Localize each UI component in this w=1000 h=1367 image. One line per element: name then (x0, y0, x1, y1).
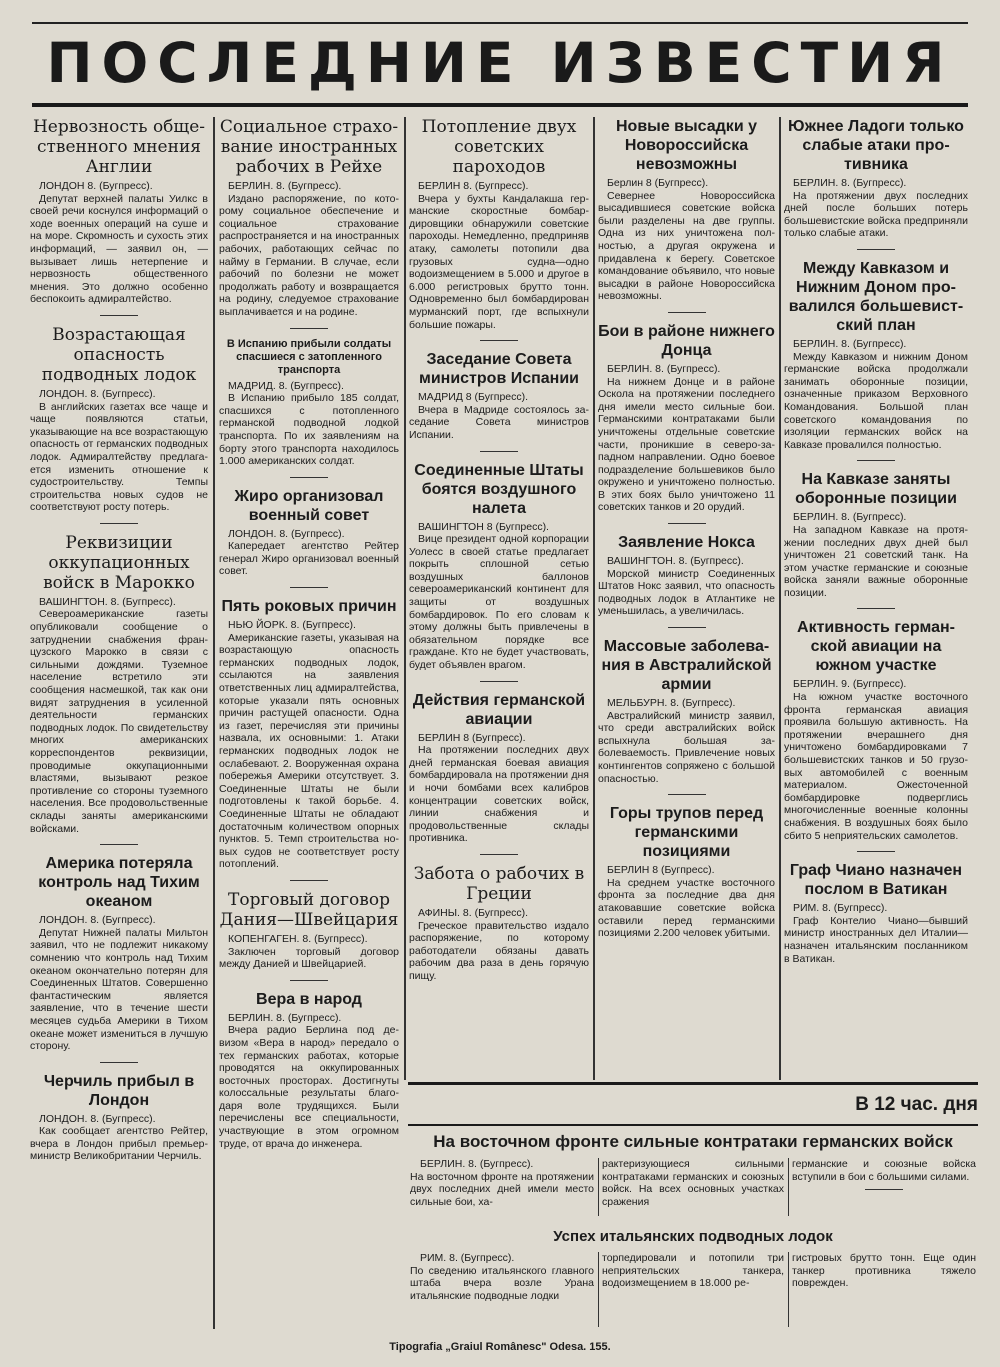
article-headline: Возрастающая опасность подводных лодок (41, 324, 197, 385)
column-divider (593, 117, 595, 1080)
article-headline: В Испанию прибыли солдаты спасшиеся с затопленного транспорта (226, 337, 392, 376)
eastern-front-text-2: рактеризующиеся сильными контратаками германских и союзных войск. На всех основных участках сражения (602, 1158, 784, 1208)
separator (480, 340, 518, 341)
article-headline: Активность германской авиации на южном участке (797, 619, 955, 675)
article-dateline: БЕРЛИН. 8. (Бугпресс). (607, 362, 721, 375)
article-dateline: ВАШИНГТОН. 8. (Бугпресс). (39, 595, 176, 608)
article-body: Граф Контелио Чиано—бывший министр иностранных дел Италии—назначен итальянским посланником в Ватикан. (784, 914, 968, 965)
article (409, 350, 589, 441)
separator (480, 854, 518, 855)
separator (480, 451, 518, 452)
article-body: На нижнем Донце и в районе Оскола на протяжении последнего дня имели место сильные бои. Германскими контратаками были уничтожены отдельные советские части, проникшие в северо-западном направлении. Одно боевое подразделение большевиков было окружено и уничтожено полностью. В этих боях было уничтожено 11 советских танков и 20 орудий. (598, 375, 775, 514)
article-body: Вчера в Мадриде состоялось заседание Совета министров Испании. (409, 403, 589, 441)
column-divider (788, 1158, 789, 1216)
article-body: Греческое правительство издало распоряжение, по которому работодатели обязаны давать рабочим два раза в день горячую пищу. (409, 919, 589, 982)
article-dateline: ЛОНДОН. 8. (Бугпресс). (39, 1112, 156, 1125)
article-dateline: БЕРЛИН. 9. (Бугпресс). (793, 678, 907, 691)
article (409, 691, 589, 845)
column-5 (784, 117, 968, 1080)
italian-submarines-dateline: РИМ. 8. (Бугпресс). (420, 1252, 515, 1264)
article-dateline: НЬЮ ЙОРК. 8. (Бугпресс). (228, 619, 356, 632)
article-body: Издано распоряжение, по которому социальное обеспечение и социальное страхование распространяется и на иностранных рабочих, работающих сейчас по найму в Германии. В случае, если рабочий по болезни не может продолжать работу и возвращается на родину, следуемое страхование выплачивается и на родине. (219, 192, 399, 318)
column-divider (598, 1252, 599, 1327)
article (598, 533, 775, 618)
article-dateline: КОПЕНГАГЕН. 8. (Бугпресс). (228, 932, 368, 945)
eastern-front-text-3: германские и союзные войска вступили в бои с большими силами. (792, 1158, 976, 1183)
article (409, 117, 589, 331)
article-body: На среднем участке восточного фронта за последние два дня атаковавшие советские войска оставили перед германскими позициями 2.200 человек убитыми. (598, 876, 775, 940)
column-divider (213, 117, 215, 1329)
separator (668, 627, 706, 628)
italian-submarines-part-3 (792, 1252, 976, 1332)
article-headline: Южнее Ладоги только слабые атаки противника (788, 118, 964, 173)
article (219, 990, 399, 1151)
column-divider (779, 117, 781, 1080)
column-divider (598, 1158, 599, 1216)
article (219, 487, 399, 578)
separator (857, 249, 895, 250)
masthead-rule (32, 103, 968, 107)
article-headline: Торговый договор Дания—Швейцария (219, 889, 399, 930)
separator (857, 460, 895, 461)
top-rule (32, 22, 968, 24)
column-2 (219, 117, 399, 1332)
separator (290, 587, 328, 588)
article (598, 637, 775, 785)
article (219, 338, 399, 468)
column-divider (788, 1252, 789, 1327)
article-headline: Забота о рабочих в Греции (413, 863, 585, 904)
masthead-title: ПОСЛЕДНИЕ ИЗВЕСТИЯ (46, 31, 954, 95)
column-divider (404, 117, 406, 1080)
article-headline: Заседание Совета министров Испании (418, 351, 580, 388)
article-body: На южном участке восточного фронта германская авиация проявила большую активность. На протяжении вчерашнего дня уничтожено бомбардировками 7 большевистских танков и 50 грузовых автомобилей с военным материалом. Ожесточенной бомбардировке подверглись многочисленные военные колонны снабжения. В воздушных боях было сбито 5 неприятельских самолетов. (784, 691, 968, 842)
article-headline: На Кавказе заняты оборонные позиции (795, 471, 957, 508)
italian-submarines-headline: Успех итальянских подводных лодок (553, 1228, 833, 1245)
article-headline: Черчиль прибыл в Лондон (43, 1072, 195, 1109)
article (784, 618, 968, 842)
separator (290, 477, 328, 478)
article-headline: Пять роковых причин (221, 598, 397, 616)
separator (100, 1062, 138, 1063)
article-body: На западном Кавказе на протяжении последних двух дней был уничтожен 21 советский танк. На этом участке германские и союзные войска заняли важные оборонные позиции. (784, 523, 968, 599)
article-dateline: БЕРЛИН. 8. (Бугпресс). (793, 177, 907, 189)
article-dateline: Берлин 8 (Бугпресс). (607, 177, 709, 189)
article-body: Между Кавказом и нижним Доном германские войска продолжали занимать оборонные позиции, означенные приказом Верховного Командования. Большой план советского командования по изоляции германских войск на Кавказе провалился полностью. (784, 350, 968, 451)
article-dateline: БЕРЛИН 8. (Бугпресс). (418, 180, 529, 192)
column-1 (30, 117, 208, 1332)
article-headline: Социальное страхование иностранных рабочих в Рейхе (219, 117, 399, 177)
italian-submarines-part-1 (410, 1252, 594, 1332)
column-4 (598, 117, 775, 1080)
lower-section (408, 1082, 978, 1337)
italian-submarines-part-2 (602, 1252, 784, 1332)
article-dateline: БЕРЛИН 8 (Бугпресс). (418, 731, 526, 744)
article (30, 325, 208, 514)
article-headline: Жиро организовал военный совет (234, 487, 384, 524)
article (219, 890, 399, 971)
eastern-front-part-2 (602, 1158, 784, 1218)
article (784, 861, 968, 965)
separator (100, 844, 138, 845)
article-body: На протяжении двух последних дней после больших потерь большевистские войска предприняли только слабые атаки. (784, 189, 968, 240)
eastern-front-headline: На восточном фронте сильные контратаки германских войск (433, 1132, 953, 1151)
article-body: Севернее Новороссийска высадившиеся советские войска были разделены на две группы. Одна из них уничтожена полностью, а другая окружена и придавлена к берегу. Советское командование объявило, что новые высадки в районе Новороссийска невозможны. (598, 189, 775, 303)
article-headline: Действия германской авиации (412, 691, 586, 728)
article-headline: Реквизиции оккупационных войск в Марокко (43, 532, 195, 593)
article (219, 117, 399, 319)
noon-edition-label: В 12 час. дня (855, 1094, 978, 1115)
article-dateline: БЕРЛИН. 8. (Бугпресс). (793, 337, 907, 350)
article-body: Американские газеты, указывая на возрастающую опасность германских подводных лодок, ссылаются на заявления ответственных лиц адмиралтейства, которые указали пять основных причин растущей опасности. Одна из газет, перечисляя эти причины назвала, их основными: 1. Атаки германских подводных лодок не ослабевают. 2. Вооруженная охрана побережья Америки отсутствует. 3. Соединенные Штаты не были подготовлены к такой борьбе. 4. Соединенные Штаты не обладают достаточным количеством опорных пунктов. 5. Темп строительства новых судов не соответствует росту потоплений. (219, 631, 399, 871)
article-headline: Нервозность общественного мнения Англии (32, 117, 206, 177)
article-body: Депутат Нижней палаты Мильтон заявил, что не подлежит никакому сомнению что контроль над Тихим океаном окончательно потерян для Соединенных Штатов. Совершенно фантастическим является заявление, что в течение шести месяцев судьба Америки в Тихом океане может измениться в лучшую сторону. (30, 926, 208, 1053)
eastern-front-part-1 (410, 1158, 594, 1218)
printer-imprint: Tipografia „Graiul Românesc" Odesa. 155. (389, 1341, 611, 1353)
article-headline: Вера в народ (256, 990, 362, 1008)
article-body: Депутат верхней палаты Уилкс в своей речи коснулся информаций о ходе военных операций на суше и на море. Скромность и сухость этих информаций, — заявил он, — вызывает лишь нетерпение и нервозность общественного мнения. Это должно особенно беспокоить адмиралтейство. (30, 192, 208, 306)
article (409, 461, 589, 672)
article-body: Вчера радио Берлина под девизом «Вера в народ» передало о тех германских работах, которые проводятся на оккупированных восточных просторах. Достигнуты колоссальные результаты благодаря воле трудящихся. Были перечислены все специальности, участвующие в этом огромном труде, от врача до инженера. (219, 1024, 399, 1150)
article-headline: Америка потеряла контроль над Тихим океаном (38, 855, 200, 911)
article (409, 864, 589, 983)
article-body: Капередает агентство Рейтер генерал Жиро организовал военный совет. (219, 540, 399, 578)
article (30, 533, 208, 835)
article (784, 117, 968, 240)
article-dateline: ЛОНДОН. 8. (Бугпресс). (39, 914, 156, 927)
separator (857, 608, 895, 609)
article-dateline: БЕРЛИН 8 (Бугпресс). (607, 864, 715, 877)
article (784, 470, 968, 599)
separator (290, 328, 328, 329)
italian-submarines-text-1: По сведению итальянского главного штаба вчера возле Урана итальянские подводные лодки (410, 1264, 594, 1302)
article-dateline: ВАШИНГТОН 8 (Бугпресс). (418, 520, 549, 533)
separator (100, 523, 138, 524)
lower-top-rule (408, 1082, 978, 1085)
italian-submarines-text-3: гистровых брутто тонн. Еще один танкер противника тяжело поврежден. (792, 1252, 976, 1290)
column-3 (409, 117, 589, 1080)
article-body: Морской министр Соединенных Штатов Нокс заявил, что опасность подводных лодок в Атлантике не уменьшилась, а увеличилась. (598, 567, 775, 618)
article (30, 854, 208, 1053)
separator (857, 851, 895, 852)
article-dateline: МЕЛЬБУРН. 8. (Бугпресс). (607, 697, 736, 710)
article-dateline: МАДРИД 8 (Бугпресс). (418, 391, 529, 404)
noon-rule (408, 1124, 978, 1126)
separator (865, 1189, 903, 1190)
article-headline: Граф Чиано назначен послом в Ватикан (789, 862, 963, 899)
article (219, 597, 399, 871)
article-body: Североамериканские газеты опубликовали сообщение о затруднении снабжения французского Марокко в связи с сильными дождями. Туземное население встретило эти сообщения насмешкой, так как они видят затруднения в усиленной деятельности германских подводных лодок. По свидетельству многих американских корреспондентов реквизиции, проводимые оккупационными властями, вызывают резкое противление со стороны туземного населения. Все продовольственные склады заняты американскими войсками. (30, 608, 208, 835)
article-dateline: БЕРЛИН. 8. (Бугпресс). (793, 511, 907, 524)
separator (100, 315, 138, 316)
article-dateline: БЕРЛИН. 8. (Бугпресс). (228, 180, 342, 192)
article-body: На протяжении последних двух дней германская боевая авиация бомбардировала на протяжении дня и ночи бомбами всех калибров концентрации советских войск, линии снабжения и продовольственные склады противника. (409, 744, 589, 845)
article-body: Австралийский министр заявил, что среди австралийских войск вспыхнула большая заболеваемость. Привлечение новых контингентов сопряжено с большой опасностью. (598, 709, 775, 785)
article-body: Вчера у бухты Кандалакша германские скоростные бомбардировщики обнаружили советские пароходы. Немедленно, предприняв атаку, самолеты потопили два грузовых судна—одно водоизмещением в 5.000 и другое в 6.000 регистровых брутто тонн. Одновременно был бомбардирован мурманский порт, где вспыхнули большие пожары. (409, 192, 589, 331)
separator (668, 312, 706, 313)
article-headline: Новые высадки у Новороссийска невозможны (615, 118, 757, 173)
italian-submarines-text-2: торпедировали и потопили три неприятельских танкера, водоизмещением в 18.000 ре- (602, 1252, 784, 1290)
article (598, 804, 775, 940)
article-body: Как сообщает агентство Рейтер, вчера в Лондон прибыл премьер-министр Великобритании Черчиль. (30, 1125, 208, 1163)
separator (668, 794, 706, 795)
article-body: Заключен торговый договор между Данией и Швейцарией. (219, 945, 399, 971)
article-body: В Испанию прибыло 185 солдат, спасшихся с потопленного германской подводной лодкой транспорта. По их заявлениям на борту этого транспорта находилось 1.000 американских солдат. (219, 392, 399, 468)
article (784, 259, 968, 451)
eastern-front-dateline: БЕРЛИН. 8. (Бугпресс). (420, 1158, 534, 1170)
article-dateline: БЕРЛИН. 8. (Бугпресс). (228, 1011, 342, 1024)
separator (290, 880, 328, 881)
eastern-front-text-1: На восточном фронте на протяжении двух последних дней имели место сильные бои, ха- (410, 1170, 594, 1208)
article-body: Вице президент одной корпорации Уолесс в своей статье предлагает покрыть сплошной сетью воздушных баллонов североамериканский континент для защиты от воздушных бомбардировок. По его словам к этому должны быть привлечены в обязательном порядке все граждане. Кто не будет участвовать, будет объявлен врагом. (409, 533, 589, 672)
article-headline: Массовые заболевания в Австралийской армии (601, 638, 772, 694)
article-dateline: ЛОНДОН 8. (Бугпресс). (39, 180, 153, 192)
separator (480, 681, 518, 682)
article-dateline: АФИНЫ. 8. (Бугпресс). (418, 906, 529, 919)
article-dateline: ВАШИНГТОН. 8. (Бугпресс). (607, 555, 744, 568)
article (598, 117, 775, 303)
article (30, 1072, 208, 1163)
article (598, 322, 775, 514)
article-headline: Заявление Нокса (618, 534, 755, 552)
article-headline: Соединенные Штаты боятся воздушного налета (414, 461, 584, 517)
article-dateline: ЛОНДОН. 8. (Бугпресс). (228, 527, 345, 540)
article-headline: Между Кавказом и Нижним Доном провалился большевистский план (788, 259, 964, 334)
article-headline: Потопление двух советских пароходов (421, 117, 577, 177)
article (30, 117, 208, 306)
article-dateline: РИМ. 8. (Бугпресс). (793, 902, 888, 915)
article-dateline: ЛОНДОН. 8. (Бугпресс). (39, 387, 156, 400)
article-headline: Бои в районе нижнего Донца (598, 322, 775, 359)
separator (290, 980, 328, 981)
eastern-front-part-3 (792, 1158, 976, 1218)
separator (668, 523, 706, 524)
article-dateline: МАДРИД. 8. (Бугпресс). (228, 379, 344, 392)
article-body: В английских газетах все чаще и чаще появляются статьи, указывающие на все возрастающую опасность от германских подводных лодок. Адмиралтейству предлагается изменить отношение к судостроительству. Темпы строительства новых судов не соответствуют росту потерь. (30, 400, 208, 514)
article-headline: Горы трупов перед германскими позициями (609, 805, 764, 861)
